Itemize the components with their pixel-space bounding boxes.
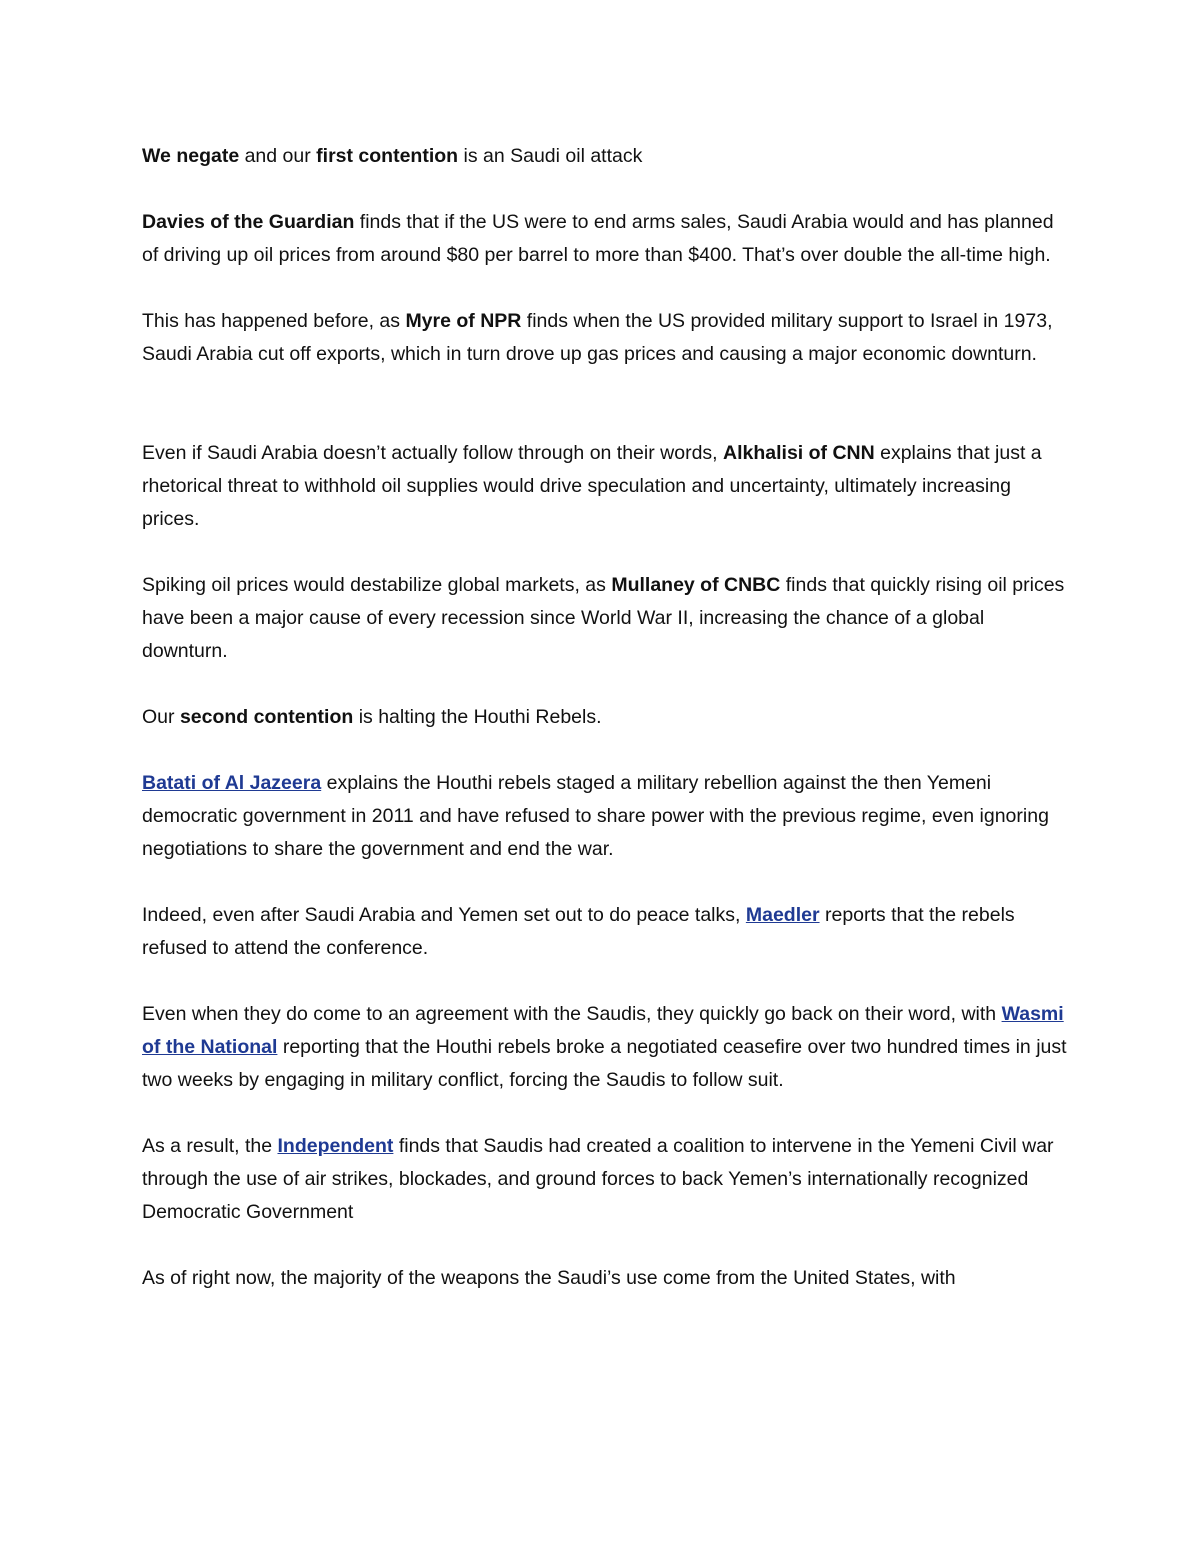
paragraph-text: explains that just a rhetorical threat to withhold oil supplies would drive speculation and uncertainty, ultimately increasing prices. (142, 442, 1042, 530)
paragraph-text: Even if Saudi Arabia doesn’t actually follow through on their words, (142, 442, 724, 464)
paragraph-second-contention (142, 701, 1072, 734)
paragraph-spacer (142, 668, 1072, 701)
bold-phrase: second contention (179, 706, 354, 728)
paragraph-text: is halting the Houthi Rebels. (353, 706, 602, 728)
paragraph-text: is an Saudi oil attack (458, 145, 643, 167)
citation-bold: Alkhalisi of CNN (723, 442, 875, 464)
paragraph-spacer (142, 1229, 1072, 1262)
paragraph-text: finds when the US provided military support to Israel in 1973, Saudi Arabia cut off exports, which in turn drove up gas prices and causing a major economic downturn. (142, 310, 1053, 365)
citation-bold: Davies of the Guardian (142, 211, 355, 233)
bold-phrase: first contention (316, 145, 459, 167)
paragraph-independent (142, 1130, 1072, 1229)
paragraph-myre (142, 305, 1072, 371)
paragraph-spacer (142, 866, 1072, 899)
citation-link-maedler[interactable]: Maedler (745, 904, 820, 926)
citation-bold: Mullaney of CNBC (611, 574, 781, 596)
document-page (142, 140, 1072, 1295)
paragraph-davies (142, 206, 1072, 272)
paragraph-text: As a result, the (142, 1135, 278, 1157)
paragraph-batati (142, 767, 1072, 866)
citation-link-batati[interactable]: Batati of Al Jazeera (142, 772, 322, 794)
paragraph-intro (142, 140, 1072, 173)
paragraph-text: This has happened before, as (142, 310, 406, 332)
paragraph-text: finds that quickly rising oil prices have been a major cause of every recession since World War II, increasing the chance of a global downturn. (142, 574, 1065, 662)
bold-phrase: We negate (142, 145, 240, 167)
paragraph-spacer (142, 1097, 1072, 1130)
paragraph-text: finds that if the US were to end arms sales, Saudi Arabia would and has planned of driving up oil prices from around $80 per barrel to more than $400. That’s over double the all-time high. (142, 211, 1054, 266)
paragraph-mullaney (142, 569, 1072, 668)
paragraph-spacer (142, 734, 1072, 767)
paragraph-text: Indeed, even after Saudi Arabia and Yemen set out to do peace talks, (142, 904, 746, 926)
citation-link-wasmi[interactable]: Wasmi of the National (142, 1003, 1064, 1058)
paragraph-text: explains the Houthi rebels staged a military rebellion against the then Yemeni democratic government in 2011 and have refused to share power with the previous regime, even ignoring negotiations to share the government and end the war. (142, 772, 1049, 860)
paragraph-spacer (142, 173, 1072, 206)
paragraph-maedler (142, 899, 1072, 965)
paragraph-text: reporting that the Houthi rebels broke a negotiated ceasefire over two hundred times in just two weeks by engaging in military conflict, forcing the Saudis to follow suit. (142, 1036, 1067, 1091)
paragraph-text: As of right now, the majority of the weapons the Saudi’s use come from the United States, with (142, 1267, 956, 1289)
paragraph-text: reports that the rebels refused to attend the conference. (142, 904, 1015, 959)
citation-link-independent[interactable]: Independent (277, 1135, 394, 1157)
paragraph-spacer (142, 371, 1072, 437)
paragraph-alkhalisi (142, 437, 1072, 536)
paragraph-weapons (142, 1262, 1072, 1295)
paragraph-spacer (142, 965, 1072, 998)
paragraph-spacer (142, 536, 1072, 569)
paragraph-text: Spiking oil prices would destabilize global markets, as (142, 574, 612, 596)
paragraph-text: and our (239, 145, 317, 167)
paragraph-spacer (142, 272, 1072, 305)
paragraph-wasmi (142, 998, 1072, 1097)
paragraph-text: finds that Saudis had created a coalition to intervene in the Yemeni Civil war through the use of air strikes, blockades, and ground forces to back Yemen’s internationally recognized Democratic Government (142, 1135, 1054, 1223)
paragraph-text: Our (142, 706, 180, 728)
citation-bold: Myre of NPR (405, 310, 522, 332)
paragraph-text: Even when they do come to an agreement with the Saudis, they quickly go back on their word, with (142, 1003, 1002, 1025)
